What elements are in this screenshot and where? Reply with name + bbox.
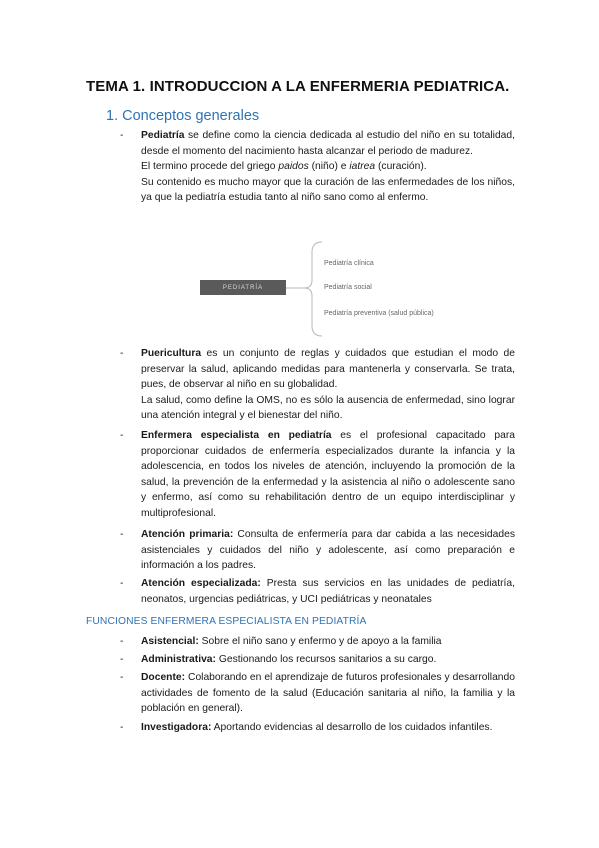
bullet-dash: - bbox=[120, 529, 124, 540]
list-item-investigadora: - Investigadora: Aportando evidencias al desarrollo de los cuidados infantiles. bbox=[120, 720, 515, 736]
term-enfermera-especialista: Enfermera especialista en pediatría bbox=[141, 430, 332, 441]
bullet-dash: - bbox=[120, 636, 124, 647]
list-item-puericultura bbox=[120, 346, 515, 424]
bullet-dash: - bbox=[120, 348, 124, 359]
term-docente: Docente: bbox=[141, 672, 186, 683]
list-item-administrativa: - Administrativa: Gestionando los recursos sanitarios a su cargo. bbox=[120, 652, 515, 668]
especializada-definition: Atención especializada: Presta sus servicios en las unidades de pediatría, neonatos, urgencias pediátricas, y UCI pediátricas y neonatales bbox=[141, 578, 515, 605]
bullet-dash: - bbox=[120, 672, 124, 683]
funciones-heading: FUNCIONES ENFERMERA ESPECIALISTA EN PEDIATRÍA bbox=[86, 616, 367, 627]
list-item-docente: - Docente: Colaborando en el aprendizaje de futuros profesionales y desarrollando actividades de fomento de la salud (Educación sanitaria al niño, la familia y la población en general). bbox=[120, 672, 515, 715]
primaria-definition: Atención primaria: Consulta de enfermería para dar cabida a las necesidades asistenciales y cuidados del niño y adolescente, así como preparación e información a los padres. bbox=[141, 529, 515, 572]
diagram-branch-social: Pediatría social bbox=[324, 284, 372, 291]
bullet-dash: - bbox=[120, 654, 124, 665]
bullet-dash: - bbox=[120, 578, 124, 589]
list-item-atencion-especializada bbox=[120, 576, 515, 607]
puericultura-oms: La salud, como define la OMS, no es sólo la ausencia de enfermedad, sino lograr una atención integral y el bienestar del niño. bbox=[141, 394, 515, 422]
greek-word-iatrea: iatrea bbox=[349, 161, 376, 173]
document-title: TEMA 1. INTRODUCCION A LA ENFERMERIA PEDIATRICA. bbox=[86, 78, 510, 95]
pediatria-diagram bbox=[200, 238, 470, 338]
pediatria-definition: Pediatría se define como la ciencia dedicada al estudio del niño en su totalidad, desde el momento del nacimiento hasta alcanzar el periodo de madurez. bbox=[141, 130, 515, 157]
puericultura-definition: Puericultura es un conjunto de reglas y cuidados que estudian el modo de preservar la salud, aplicando medidas para mantenerla y conservarla. Se trata, pues, de observar al niño en su globalidad. bbox=[141, 348, 515, 391]
list-item-enfermera-especialista bbox=[120, 428, 515, 522]
diagram-branch-preventiva: Pediatría preventiva (salud pública) bbox=[324, 310, 434, 317]
greek-word-paidos: paidos bbox=[278, 161, 309, 173]
term-administrativa: Administrativa: bbox=[141, 654, 216, 665]
pediatria-scope: Su contenido es mucho mayor que la curación de las enfermedades de los niños, ya que la pediatría estudia tanto al niño sano como al enfermo. bbox=[141, 176, 515, 204]
enfermera-definition: Enfermera especialista en pediatría es el profesional capacitado para proporcionar cuidados de enfermería especializados durante la infancia y la adolescencia, en todos los niveles de atención, incluyendo la promoción de la salud, la prevención de la enfermedad y la asistencia al niño o adolescente sano y enfermo, así como su rehabilitación dentro de un equipo interdisciplinar y multiprofesional. bbox=[141, 430, 515, 519]
list-item-pediatria bbox=[120, 128, 515, 206]
bullet-dash: - bbox=[120, 430, 124, 441]
term-atencion-especializada: Atención especializada: bbox=[141, 578, 261, 589]
term-investigadora: Investigadora: bbox=[141, 722, 212, 733]
term-puericultura: Puericultura bbox=[141, 348, 202, 359]
list-item-atencion-primaria bbox=[120, 527, 515, 574]
bullet-dash: - bbox=[120, 722, 124, 733]
pediatria-etymology: El termino procede del griego paidos (niño) e iatrea (curación). bbox=[141, 161, 427, 173]
list-item-asistencial: - Asistencial: Sobre el niño sano y enfermo y de apoyo a la familia bbox=[120, 634, 515, 650]
section-heading: 1. Conceptos generales bbox=[106, 108, 260, 124]
bullet-dash: - bbox=[120, 130, 124, 141]
diagram-root-node: PEDIATRÍA bbox=[200, 280, 286, 295]
term-pediatria: Pediatría bbox=[141, 130, 185, 141]
term-asistencial: Asistencial: bbox=[141, 636, 199, 647]
diagram-branch-clinica: Pediatría clínica bbox=[324, 260, 374, 267]
term-atencion-primaria: Atención primaria: bbox=[141, 529, 234, 540]
